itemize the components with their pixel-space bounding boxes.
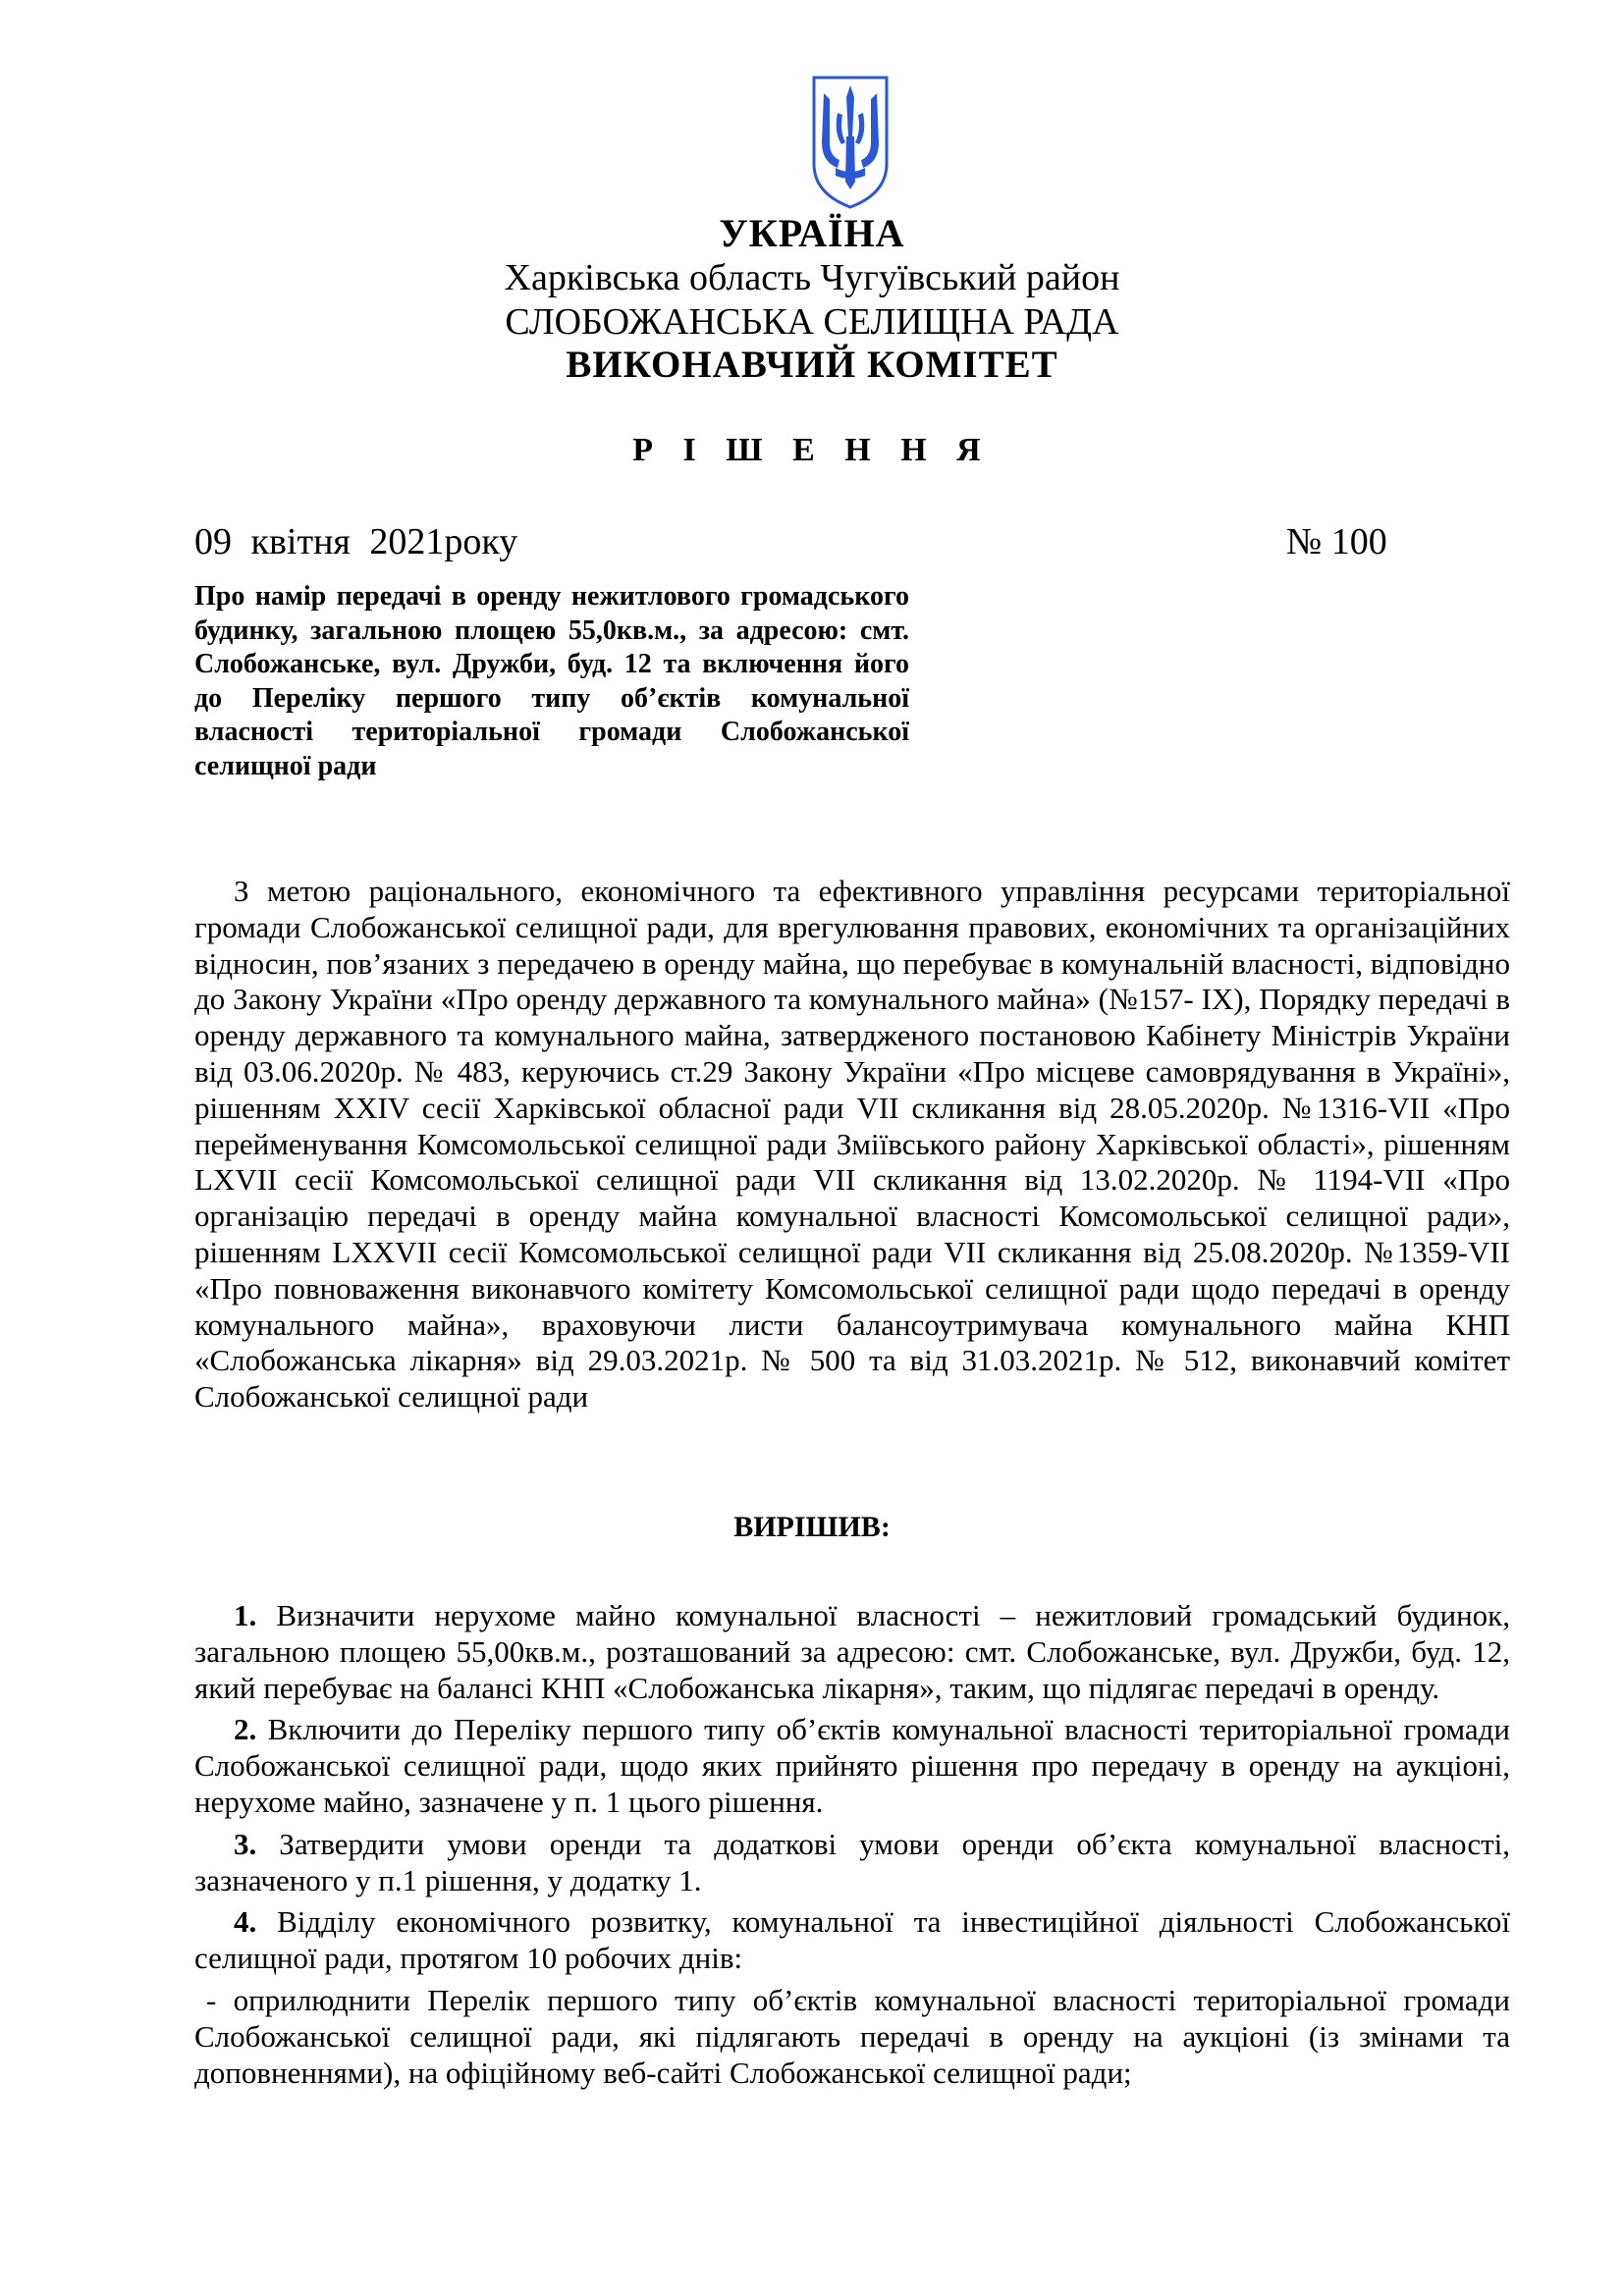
resolution-items <box>194 1598 1510 2097</box>
decision-subject: Про намір передачі в оренду нежитлового громадського будинку, загальною площею 55,0кв.м., за адресою: смт. Слобожанське, вул. Дружби, буд. 12 та включення його до Переліку першого типу об’єктів комунальної власності територіальної громади Слобожанської селищної ради <box>194 581 909 781</box>
item-text: Відділу економічного розвитку, комунальної та інвестиційної діяльності Слобожанської селищної ради, протягом 10 робочих днів: <box>194 1904 1510 1976</box>
resolution-item <box>194 1904 1510 1977</box>
council-name: СЛОБОЖАНСЬКА СЕЛИЩНА РАДА <box>505 301 1119 343</box>
item-number: 3. <box>234 1826 257 1861</box>
document-type-title: Р І Ш Е Н Н Я <box>632 432 992 468</box>
item-text: Затвердити умови оренди та додаткові умови оренди об’єкта комунальної власності, зазначеного у п.1 рішення, у додатку 1. <box>194 1826 1510 1897</box>
resolution-item <box>194 1598 1510 1706</box>
decision-number: № 100 <box>1286 521 1387 562</box>
resolution-sub-item: - оприлюднити Перелік першого типу об’єктів комунальної власності територіальної громади Слобожанської селищної ради, які підлягають передачі в оренду на аукціоні (із змінами та доповненнями), на офіційному веб-сайті Слобожанської селищної ради; <box>194 1982 1510 2090</box>
decision-date: 09 квітня 2021року <box>194 521 518 562</box>
item-text: Визначити нерухоме майно комунальної власності – нежитловий громадський будинок, загальною площею 55,00кв.м., розташований за адресою: смт. Слобожанське, вул. Дружби, буд. 12, який перебуває на балансі КНП «Слобожанська лікарня», таким, що підлягає передачі в оренду. <box>194 1598 1510 1705</box>
country-title: УКРАЇНА <box>719 211 905 255</box>
item-text: Включити до Переліку першого типу об’єктів комунальної власності територіальної громади Слобожанської селищної ради, щодо яких прийнято рішення про передачу в оренду на аукціоні, нерухоме майно, зазначене у п. 1 цього рішення. <box>194 1712 1510 1819</box>
item-number: 2. <box>234 1712 257 1747</box>
region-line: Харківська область Чугуївський район <box>504 257 1120 298</box>
resolution-item <box>194 1827 1510 1899</box>
trident-coat-of-arms-icon <box>810 74 891 211</box>
item-number: 1. <box>234 1598 257 1632</box>
resolved-heading: ВИРІШИВ: <box>733 1511 891 1543</box>
executive-committee-title: ВИКОНАВЧИЙ КОМІТЕТ <box>566 344 1058 386</box>
preamble-paragraph: З метою раціонального, економічного та ефективного управління ресурсами територіальної громади Слобожанської селищної ради, для врегулювання правових, економічних та організаційних відносин, пов’язаних з передачею в оренду майна, що перебуває в комунальній власності, відповідно до Закону України «Про оренду державного та комунального майна» (№157- IX), Порядку передачі в оренду державного та комунального майна, затвердженого постановою Кабінету Міністрів України від 03.06.2020р. № 483, керуючись ст.29 Закону України «Про місцеве самоврядування в Україні», рішенням XXIV сесії Харківської обласної ради VII скликання від 28.05.2020р. №1316-VII «Про перейменування Комсомольської селищної ради Зміївського району Харківської області», рішенням LXVII сесії Комсомольської селищної ради VII скликання від 13.02.2020р. № 1194-VII «Про організацію передачі в оренду майна комунальної власності Комсомольської селищної ради», рішенням LXXVII сесії Комсомольської селищної ради VII скликання від 25.08.2020р. №1359-VII «Про повноваження виконавчого комітету Комсомольської селищної ради щодо передачі в оренду комунального майна», враховуючи листи балансоутримувача комунального майна КНП «Слобожанська лікарня» від 29.03.2021р. № 500 та від 31.03.2021р. № 512, виконавчий комітет Слобожанської селищної ради <box>194 874 1510 1415</box>
resolution-item <box>194 1712 1510 1820</box>
item-number: 4. <box>234 1904 257 1940</box>
